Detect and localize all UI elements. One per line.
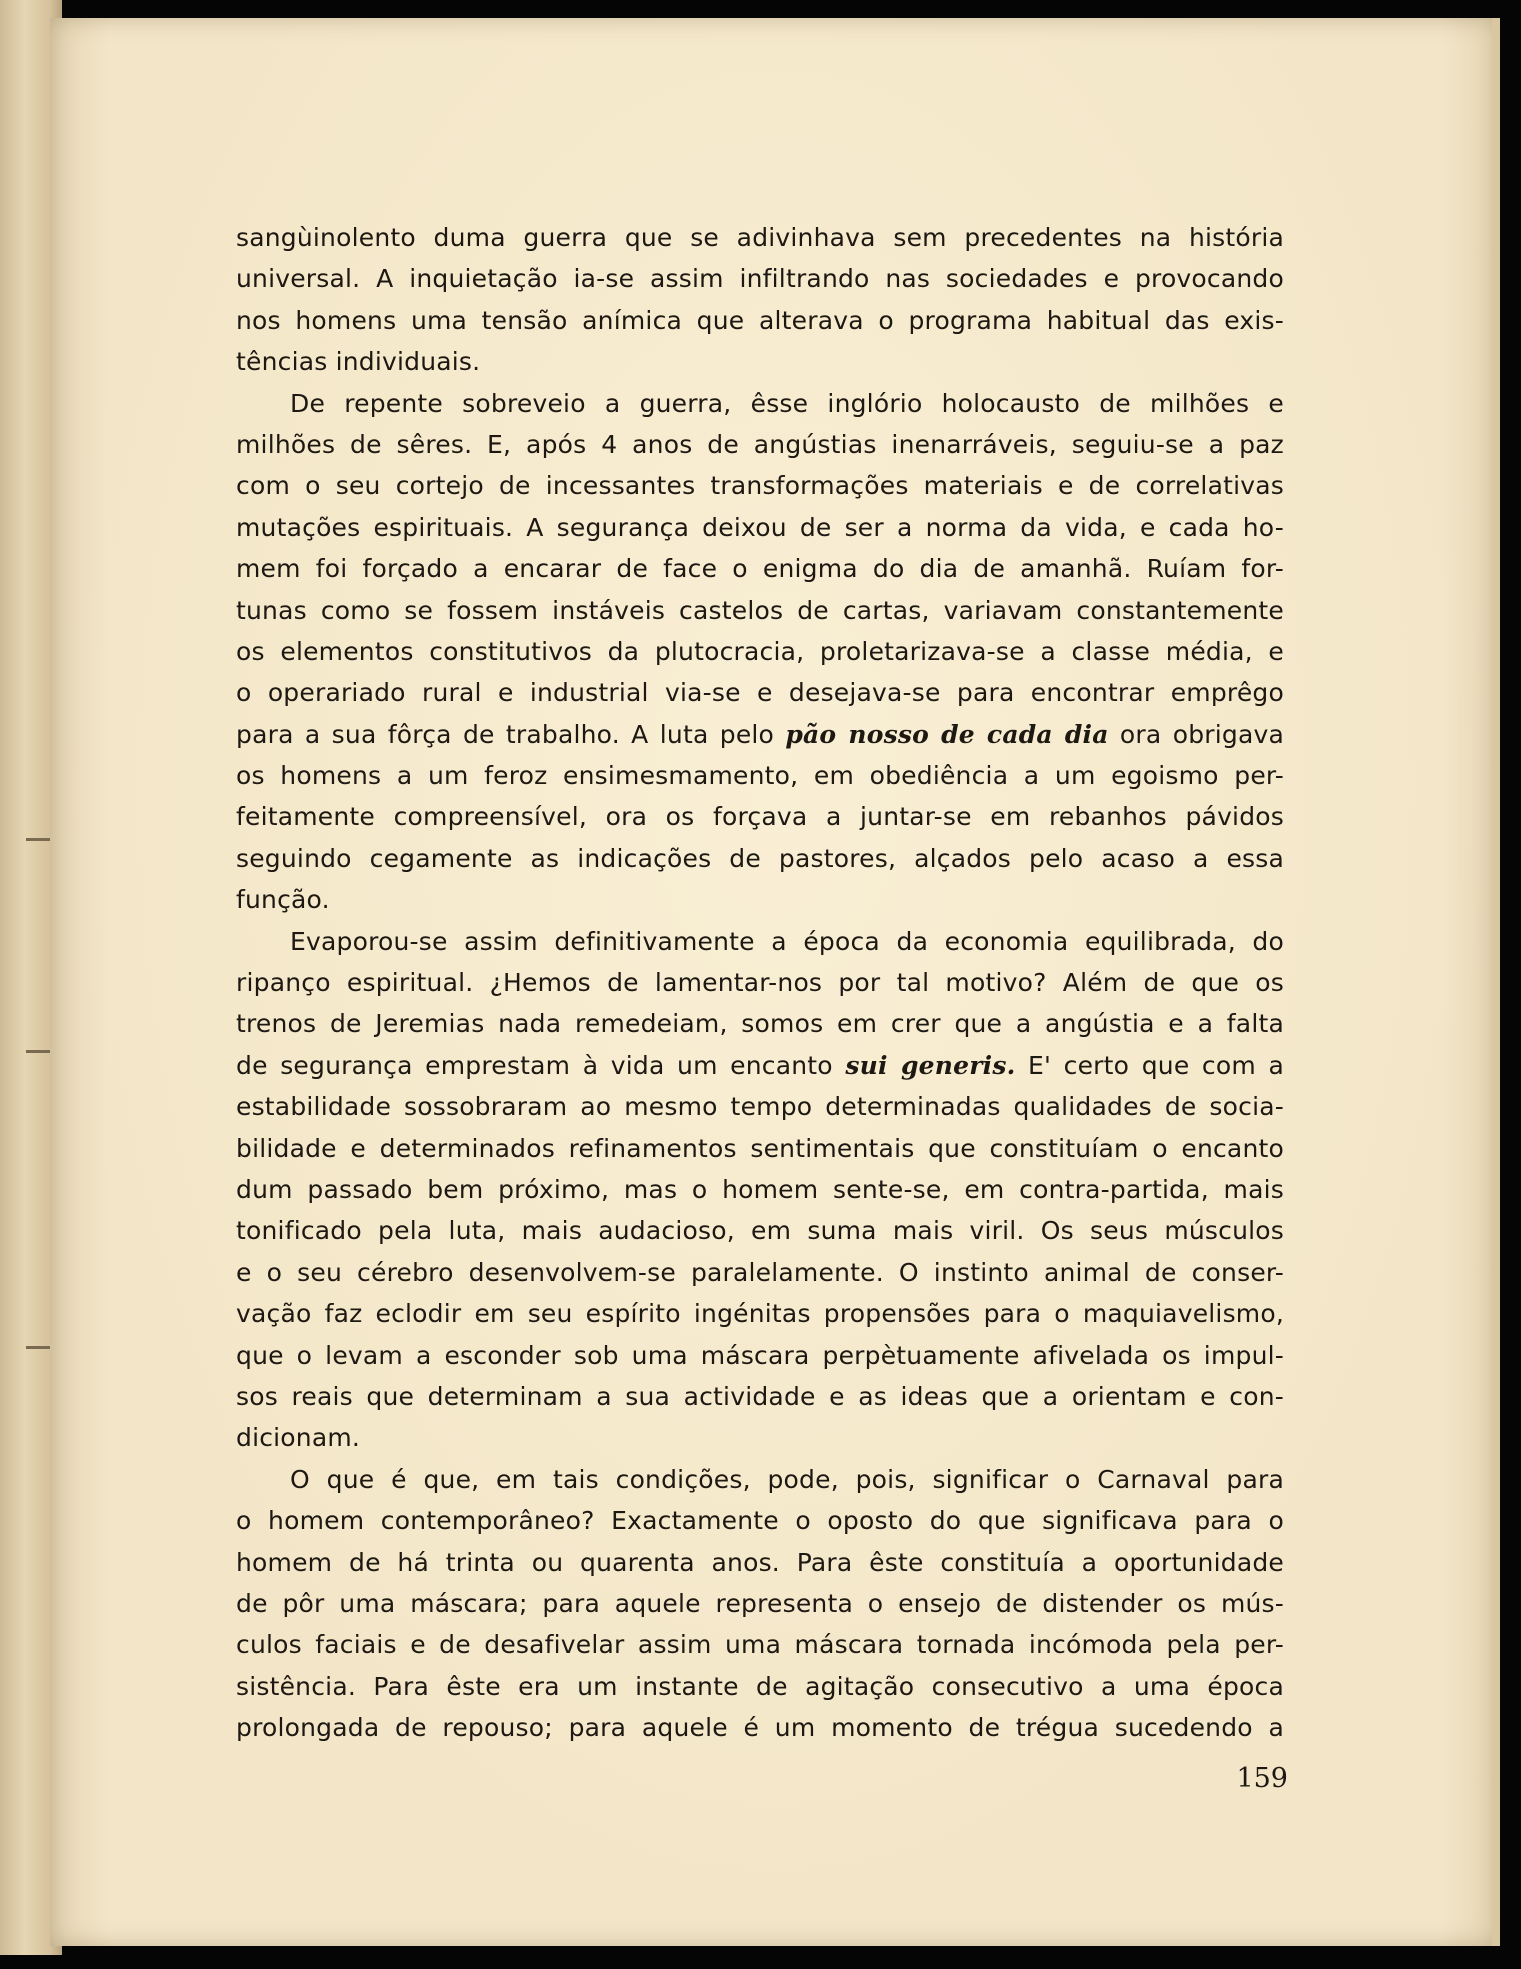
text-line: dicionam.: [236, 1423, 361, 1453]
italic-phrase: sui generis.: [845, 1050, 1016, 1080]
text-line: tências individuais.: [236, 347, 481, 377]
text-line: trenos de Jeremias nada remedeiam, somos em crer que a angústia e a falta: [236, 1009, 1284, 1039]
page-right-edge: [1492, 18, 1500, 1946]
text-line: os elementos constitutivos da plutocracia, proletarizava-se a classe média, e: [236, 636, 1284, 666]
text-line: os homens a um feroz ensimesmamento, em obediência a um egoismo per-: [236, 761, 1284, 791]
text-line: [236, 714, 1284, 755]
text-line: o homem contemporâneo? Exactamente o oposto do que significava para o: [236, 1506, 1284, 1536]
text-line: [236, 1045, 1284, 1086]
text-segment: E' certo que com a: [1015, 1050, 1284, 1080]
text-line: ripanço espiritual. ¿Hemos de lamentar-nos por tal motivo? Além de que os: [236, 968, 1284, 998]
text-line: milhões de sêres. E, após 4 anos de angústias inenarráveis, seguiu-se a paz: [236, 429, 1284, 459]
text-line: homem de há trinta ou quarenta anos. Para êste constituía a oportunidade: [236, 1547, 1284, 1577]
text-line: de pôr uma máscara; para aquele representa o ensejo de distender os mús-: [236, 1588, 1284, 1618]
text-line: bilidade e determinados refinamentos sentimentais que constituíam o encanto: [236, 1133, 1284, 1163]
text-segment: ora obrigava: [1108, 719, 1284, 749]
text-line: Evaporou-se assim definitivamente a época da economia equilibrada, do: [290, 926, 1284, 956]
text-line: função.: [236, 885, 330, 915]
text-line: sistência. Para êste era um instante de agitação consecutivo a uma época: [236, 1671, 1284, 1701]
body-text: [236, 217, 1284, 1748]
text-line: tunas como se fossem instáveis castelos de cartas, variavam constantemente: [236, 595, 1284, 625]
text-segment: de segurança emprestam à vida um encanto: [236, 1050, 846, 1080]
text-line: e o seu cérebro desenvolvem-se paralelamente. O instinto animal de conser-: [236, 1257, 1284, 1287]
text-line: feitamente compreensível, ora os forçava a juntar-se em rebanhos pávidos: [236, 802, 1284, 832]
text-line: seguindo cegamente as indicações de pastores, alçados pelo acaso a essa: [236, 843, 1284, 873]
text-line: universal. A inquietação ia-se assim infiltrando nas sociedades e provocando: [236, 264, 1284, 294]
page-number: 159: [1236, 1763, 1288, 1794]
text-line: nos homens uma tensão anímica que alterava o programa habitual das exis-: [236, 305, 1284, 335]
text-segment: para a sua fôrça de trabalho. A luta pelo: [236, 719, 786, 749]
italic-phrase: pão nosso de cada dia: [785, 719, 1109, 749]
text-line: o operariado rural e industrial via-se e desejava-se para encontrar emprêgo: [236, 678, 1284, 708]
text-line: tonificado pela luta, mais audacioso, em suma mais viril. Os seus músculos: [236, 1216, 1284, 1246]
text-line: vação faz eclodir em seu espírito ingénitas propensões para o maquiavelismo,: [236, 1299, 1284, 1329]
text-line: mem foi forçado a encarar de face o enigma do dia de amanhã. Ruíam for-: [236, 554, 1284, 584]
text-line: que o levam a esconder sob uma máscara perpètuamente afivelada os impul-: [236, 1340, 1284, 1370]
text-line: estabilidade sossobraram ao mesmo tempo determinadas qualidades de socia-: [236, 1092, 1284, 1122]
text-line: prolongada de repouso; para aquele é um momento de trégua sucedendo a: [236, 1713, 1284, 1743]
text-line: sangùinolento duma guerra que se adivinhava sem precedentes na história: [236, 223, 1284, 252]
text-line: De repente sobreveio a guerra, êsse inglório holocausto de milhões e: [290, 388, 1284, 418]
text-line: mutações espirituais. A segurança deixou de ser a norma da vida, e cada ho-: [236, 512, 1284, 542]
text-line: dum passado bem próximo, mas o homem sente-se, em contra-partida, mais: [236, 1174, 1284, 1204]
text-line: sos reais que determinam a sua actividade e as ideas que a orientam e con-: [236, 1381, 1284, 1411]
text-line: O que é que, em tais condições, pode, pois, significar o Carnaval para: [290, 1464, 1284, 1494]
text-line: com o seu cortejo de incessantes transformações materiais e de correlativas: [236, 471, 1284, 501]
text-line: culos faciais e de desafivelar assim uma máscara tornada incómoda pela per-: [236, 1630, 1284, 1660]
